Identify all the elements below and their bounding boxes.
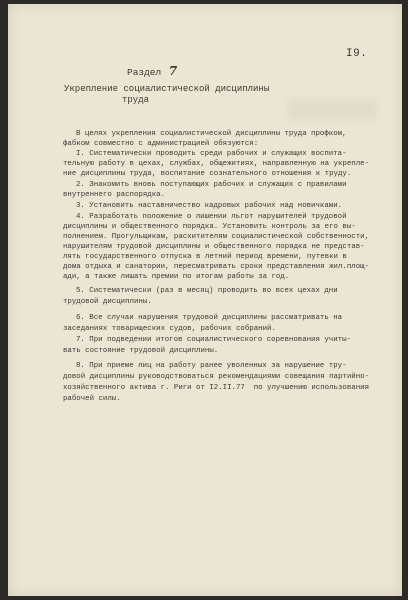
text-line: довой дисциплины руководствоваться рекомендациями совещания партийно- <box>63 373 370 381</box>
section-heading <box>127 64 177 78</box>
section-label-text: Раздел <box>127 67 162 78</box>
text-line: I. Систематически проводить среди рабочих и служащих воспита- <box>76 150 347 158</box>
text-line: внутреннего распорядка. <box>63 191 166 199</box>
text-line: дисциплины и общественного порядка. Установить контроль за его вы- <box>63 223 356 231</box>
section-number-handwritten: 7 <box>168 64 178 78</box>
text-line: дома отдыха и санатории, пересматривать сроки представления жил.площ- <box>63 263 370 271</box>
text-line: нарушителям трудовой дисциплины и общественного порядка не представ- <box>63 243 365 251</box>
text-line: ади, а также лишать премии по итогам работы за год. <box>63 273 290 281</box>
text-line: хозяйственного актива г. Риги от I2.II.77 по улучшению использования <box>63 384 370 392</box>
section-title <box>64 84 384 106</box>
text-line: трудовой дисциплины. <box>63 298 152 306</box>
document-page <box>8 4 402 596</box>
text-line: В целях укрепления социалистической дисциплины труда профком, <box>76 130 347 138</box>
text-line: заседаниях товарищеских судов, рабочих собраний. <box>63 325 276 333</box>
page-number: I9. <box>346 48 368 60</box>
text-line: 7. При подведении итогов социалистического соревнования учиты- <box>76 336 351 344</box>
text-line: вать состояние трудовой дисциплины. <box>63 347 219 355</box>
title-line-1: Укрепление социалистической дисциплины <box>64 84 270 94</box>
text-line: 2. Знакомить вновь поступающих рабочих и служащих с правилами <box>76 181 347 189</box>
text-line: 8. При приеме лиц на работу ранее уволенных за нарушение тру- <box>76 362 347 370</box>
text-line: рабочей силы. <box>63 395 121 403</box>
title-line-2: труда <box>122 95 150 105</box>
text-line: 5. Систематически (раз в месяц) проводить во всех цехах дни <box>76 287 338 295</box>
text-line: ние дисциплины труда, воспитание сознательного отношения к труду. <box>63 170 352 178</box>
text-line: полнением. Прогульщикам, расхитителям социалистической собственности, <box>63 233 370 241</box>
text-line: фабком совместно с администрацией обязуются: <box>63 140 259 148</box>
text-line: лять государственного отпуска в летний период времени, путевки в <box>63 253 347 261</box>
text-line: 6. Все случаи нарушения трудовой дисциплины рассматривать на <box>76 314 343 322</box>
text-line: 4. Разработать положение о лишении льгот нарушителей трудовой <box>76 213 347 221</box>
text-line: 3. Установить наставничество кадровых рабочих над новичками. <box>76 202 343 210</box>
text-line: тельную работу в цехах, службах, общежитиях, направленную на укрепле- <box>63 160 370 168</box>
